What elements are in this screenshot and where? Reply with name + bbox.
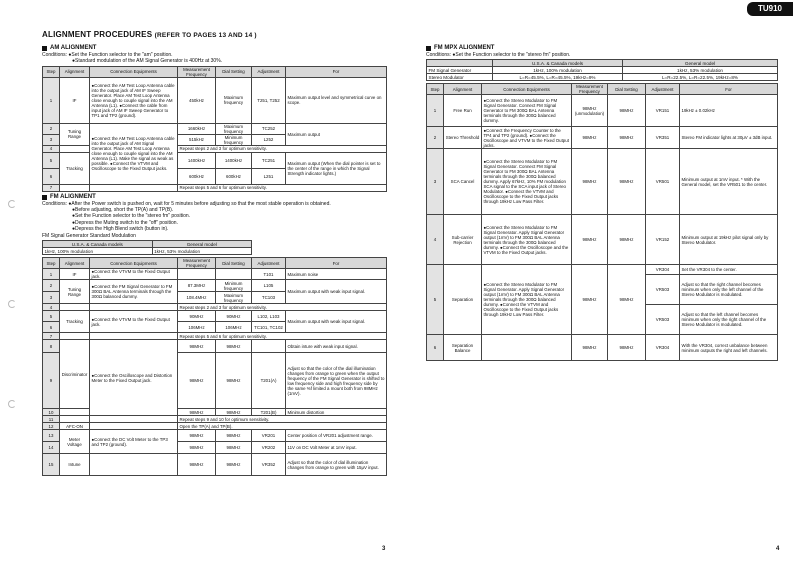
fm-condition: ●Set the Function selector to the "stereo fm" position. [72, 213, 191, 220]
dial-cell: 98MHz [216, 353, 252, 409]
step-cell: 9 [43, 353, 60, 409]
for-cell: 19kHz ± 0.02kHz [680, 95, 778, 127]
connection-cell: ●Connect the AM Test Loop Antenna cable into the output jack of AM Signal Generator. Place AM Test Loop Antenna close enough to couple signal into the AM Antenna (L1). Make the signal as weak as possible. ●Connect the VTVM and Oscilloscope to the Fixed Output jacks. [90, 123, 178, 184]
step-cell: 1 [43, 269, 60, 280]
for-cell: Minimum output at 19kHz pilot signal only by Stereo Modulator. [680, 215, 778, 265]
step-cell: 7 [43, 333, 60, 340]
frequency-cell: 515kHz [178, 134, 216, 145]
for-cell: Set the VR304 to the center. [680, 265, 778, 275]
step-cell: 6 [427, 335, 444, 361]
mpx-heading: FM MPX ALIGNMENT [434, 45, 495, 51]
mpx-section-heading [426, 45, 778, 52]
fm-condition: ●Before adjusting, short the TP(A) and TP(B). [72, 207, 174, 213]
fm-heading: FM ALIGNMENT [50, 193, 96, 200]
am-alignment-table [42, 66, 387, 192]
for-cell: Maximum output level and symmetrical curve on scope. [286, 77, 387, 123]
step-cell: 1 [43, 77, 60, 123]
alignment-cell: Tuning Range [60, 280, 90, 304]
repeat-note: Open the TP(A) and TP(B). [178, 423, 387, 430]
table-row [427, 215, 778, 265]
col-header: Alignment [444, 84, 482, 95]
alignment-cell: Tracking [60, 152, 90, 184]
adjustment-cell: L102, L103 [252, 311, 286, 322]
adjustment-cell: VR304 [646, 335, 680, 361]
am-section-heading [42, 45, 387, 52]
row-label: FM Signal Generator [427, 67, 493, 74]
col-header: Adjustment [646, 84, 680, 95]
col-header: Adjustment [252, 66, 286, 77]
table-row [43, 454, 387, 476]
dial-cell: 98MHz [216, 340, 252, 353]
empty-cell [216, 269, 252, 280]
empty-cell [90, 454, 178, 476]
table-row [427, 95, 778, 127]
step-cell: 6 [43, 168, 60, 184]
alignment-cell: Sub-carrier Rejection [444, 215, 482, 265]
table-row [43, 123, 387, 134]
dial-cell: 600kHz [216, 168, 252, 184]
step-cell: 6 [43, 322, 60, 333]
for-cell: Adjust so that the color of the dial illumination changes from orange to green when the output frequency of the FM Signal Generator is shifted to low frequency side and high frequency side by the same %f limited a mount both from 98MHz (1mV). [286, 353, 387, 409]
fm-condition: ●Depress the Muting switch to the "off" position. [72, 219, 178, 226]
am-heading: AM ALIGNMENT [50, 45, 97, 51]
step-cell: 15 [43, 454, 60, 476]
col-header: For [680, 84, 778, 95]
dial-cell: 98MHz [608, 335, 646, 361]
frequency-cell: 98MHz [178, 353, 216, 409]
dial-cell: 98MHz [608, 95, 646, 127]
alignment-cell: IF [60, 269, 90, 280]
fm-alignment-table [42, 257, 387, 476]
dial-cell: 98MHz [608, 265, 646, 335]
table-row [427, 149, 778, 215]
dial-cell: 98MHz [216, 409, 252, 416]
alignment-cell: Meter Voltage [60, 430, 90, 454]
adjustment-cell: VR304 [646, 265, 680, 275]
bullet-square-icon [42, 195, 47, 200]
col-header: Measurement Frequency [178, 66, 216, 77]
table-row [43, 311, 387, 322]
table-header [427, 84, 778, 95]
col-header: Adjustment [252, 258, 286, 269]
repeat-note: Repeat steps 9 and 10 for optimum sensitivity. [178, 416, 387, 423]
am-condition: ●Standard modulation of the AM Signal Generator is 400Hz at 30%. [72, 58, 223, 65]
col-header: Connection Equipments [90, 66, 178, 77]
right-column [426, 44, 778, 361]
col-header: Dial Setting [608, 84, 646, 95]
for-cell: Adjust so that the color of dial illumination changes from orange to green with 15μV input. [286, 454, 387, 476]
table-row [427, 335, 778, 361]
fm-condition: ●Depress the High Blend switch (button in). [72, 226, 169, 233]
mpx-standard-modulation-table [426, 59, 778, 81]
col-header: For [286, 66, 387, 77]
bullet-square-icon [426, 46, 431, 51]
alignment-cell: Separation Balance [444, 335, 482, 361]
dial-cell: 98MHz [608, 215, 646, 265]
step-cell: 3 [43, 292, 60, 304]
col-header: Measurement Frequency [572, 84, 608, 95]
frequency-cell: 98MHz [572, 335, 608, 361]
empty-cell [252, 340, 286, 353]
adjustment-cell: TC103 [252, 292, 286, 304]
frequency-cell: 98MHz [178, 442, 216, 454]
col-header: Dial Setting [216, 66, 252, 77]
for-cell: Maximum output with weak input signal. [286, 311, 387, 333]
frequency-cell: 1660kHz [178, 123, 216, 134]
mpx-alignment-table [426, 83, 778, 361]
step-cell: 7 [43, 184, 60, 191]
empty-cell [60, 304, 90, 311]
dial-cell: 98MHz [216, 442, 252, 454]
connection-cell: ●Connect the DC Volt Meter to the TP3 and TP2 (ground). [90, 430, 178, 454]
adjustment-cell: VR352 [252, 454, 286, 476]
adjustment-cell: VR503 [646, 275, 680, 305]
adjustment-cell: T201(B) [252, 409, 286, 416]
dial-cell: Maximum frequency [216, 77, 252, 123]
step-cell: 13 [43, 430, 60, 442]
alignment-cell: Discriminator [60, 340, 90, 409]
dial-cell: 98MHz [608, 127, 646, 149]
dial-cell: 1400kHz [216, 152, 252, 168]
col-header: Connection Equipments [90, 258, 178, 269]
table-row [43, 184, 387, 191]
step-cell: 14 [43, 442, 60, 454]
connection-cell: ●Connect the Stereo Modulator to FM Signal Generator. Apply Signal Generator output (1mV) to FM 300Ω BAL Antenna terminals through the 300Ω balanced dummy. ●Connect the Oscilloscope and the VTVM to the Fixed Output jacks. [482, 215, 572, 265]
title-ref: (REFER TO PAGES 13 AND 14 ) [154, 32, 257, 39]
fm-std-title: FM Signal Generator Standard Modulation [42, 232, 136, 239]
empty-cell [482, 335, 572, 361]
adjustment-cell: L251 [252, 168, 286, 184]
empty-cell [178, 269, 216, 280]
step-cell: 3 [43, 134, 60, 145]
col-header: For [286, 258, 387, 269]
col-header: Step [427, 84, 444, 95]
dial-cell: Minimum frequency [216, 134, 252, 145]
adjustment-cell: VR351 [646, 127, 680, 149]
adjustment-cell: TC101, TC102 [252, 322, 286, 333]
for-cell: Minimum output at 1mV input. * With the General model, set the VR501 to the center. [680, 149, 778, 215]
table-row [43, 416, 387, 423]
empty-cell [60, 409, 90, 416]
frequency-cell: 98MHz [178, 409, 216, 416]
for-cell: Minimum distortion [286, 409, 387, 416]
col-header: Connection Equipments [482, 84, 572, 95]
punch-hole-icon [8, 300, 16, 308]
alignment-cell: SCA Cancel [444, 149, 482, 215]
connection-cell: ●Connect the VTVM to the Fixed Output jack. [90, 311, 178, 333]
step-cell: 12 [43, 423, 60, 430]
row-label: Stereo Modulator [427, 74, 493, 81]
adjustment-cell: T201(A) [252, 353, 286, 409]
title-text: ALIGNMENT PROCEDURES [42, 30, 153, 39]
empty-cell [60, 145, 90, 152]
alignment-cell: IF [60, 77, 90, 123]
table-row [43, 430, 387, 442]
std-value: L=R=45.5%, L=R=45.5%, 19kHz=9% [493, 74, 623, 81]
left-column [42, 44, 387, 476]
alignment-cell: Free Run [444, 95, 482, 127]
dial-cell: Minimum frequency [216, 280, 252, 292]
for-cell: Center position of VR201 adjustment range. [286, 430, 387, 442]
adjustment-cell: L105 [252, 280, 286, 292]
frequency-cell: 98MHz [572, 149, 608, 215]
frequency-cell: 98MHz [572, 215, 608, 265]
for-cell: Adjust so that the right channel becomes minimum when only the left channel of the Stereo Modulator is modulated. [680, 275, 778, 305]
punch-hole-icon [8, 200, 16, 208]
table-row [43, 333, 387, 340]
connection-cell: ●Connect the Stereo Modulator to FM Signal Generator. Connect FM Signal Generator to FM 300Ω BAL Antenna terminals through the 300Ω balanced dummy. [482, 95, 572, 127]
frequency-cell: 98MHz [572, 265, 608, 335]
adjustment-cell: TC251 [252, 152, 286, 168]
connection-cell: ●Connect the FM Signal Generator to FM 300Ω BAL Antenna terminals through the 300Ω balanced dummy. [90, 280, 178, 304]
am-condition: Conditions: ●Set the Function selector to the "am" position. [42, 51, 173, 58]
frequency-cell: 90MHz [178, 311, 216, 322]
std-value: 1kHz, 53% modulation [623, 67, 778, 74]
dial-cell: 106MHz [216, 322, 252, 333]
col-header: Alignment [60, 66, 90, 77]
adjustment-cell: TC252 [252, 123, 286, 134]
dial-cell: 98MHz [216, 454, 252, 476]
adjustment-cell: VR201 [252, 430, 286, 442]
repeat-note: Repeat steps 5 and 6 for optimum sensitivity. [178, 333, 387, 340]
connection-cell: ●Connect the Frequency Counter to the TP4 and TP2 (ground). ●Connect the Oscilloscope and VTVM to the Fixed Output jacks. [482, 127, 572, 149]
step-cell: 4 [427, 215, 444, 265]
adjustment-cell: L252 [252, 134, 286, 145]
step-cell: 8 [43, 340, 60, 353]
col-header: General model [623, 60, 778, 67]
frequency-cell: 98MHz [178, 430, 216, 442]
bullet-square-icon [42, 46, 47, 51]
frequency-cell: 98MHz [572, 127, 608, 149]
adjustment-cell: VR501 [646, 149, 680, 215]
dial-cell: 98MHz [216, 430, 252, 442]
empty-cell [90, 333, 178, 340]
table-row [43, 77, 387, 123]
frequency-cell: 98MHz [178, 454, 216, 476]
col-header: General model [152, 241, 251, 248]
table-header [43, 66, 387, 77]
empty-cell [90, 416, 178, 423]
table-header [43, 258, 387, 269]
col-header: U.S.A. & Canada models [493, 60, 623, 67]
table-row [427, 127, 778, 149]
alignment-cell: Separation [444, 265, 482, 335]
step-cell: 4 [43, 145, 60, 152]
repeat-note: Repeat steps 2 and 3 for optimum sensitivity. [178, 145, 387, 152]
frequency-cell: 87.3MHz [178, 280, 216, 292]
empty-cell [90, 423, 178, 430]
page-number: 4 [776, 546, 780, 552]
for-cell: Maximum output [286, 123, 387, 145]
step-cell: 2 [427, 127, 444, 149]
step-cell: 5 [427, 265, 444, 335]
alignment-cell: Stereo Threshold [444, 127, 482, 149]
alignment-cell: Tracking [60, 311, 90, 333]
connection-cell: ●Connect the AM Test Loop Antenna cable into the output jack of AM IF Sweep Generator. Place AM Test Loop Antenna close enough to couple signal into the AM Antenna (L1). ●Connect the cable from input jack of AM IF Sweep Generator to TP1 and TP2 (ground). [90, 77, 178, 123]
mpx-condition: Conditions: ●Set the Function selector to the "stereo fm" position. [426, 51, 571, 58]
frequency-cell: 450kHz [178, 77, 216, 123]
fm-standard-modulation-table [42, 240, 252, 255]
step-cell: 2 [43, 280, 60, 292]
table-row [43, 269, 387, 280]
adjustment-cell: T251, T252 [252, 77, 286, 123]
step-cell: 4 [43, 304, 60, 311]
page-number: 3 [382, 546, 386, 552]
table-row [43, 340, 387, 353]
for-cell: 11V on DC Volt Meter at 1mV input. [286, 442, 387, 454]
frequency-cell: 108.4MHz [178, 292, 216, 304]
connection-cell: ●Connect the Stereo Modulator to FM Signal Generator. Apply Signal Generator output (1mV) to FM 300Ω BAL Antenna terminals through the 300Ω balanced dummy. ●Connect the VTVM and Oscilloscope to the Fixed Output jacks through 19kHz Low Pass Filter. [482, 265, 572, 335]
frequency-cell: 1400kHz [178, 152, 216, 168]
frequency-cell: 98MHz [178, 340, 216, 353]
col-header: Dial Setting [216, 258, 252, 269]
connection-cell: ●Connect the VTVM to the Fixed Output jack. [90, 269, 178, 280]
adjustment-cell: VR152 [646, 215, 680, 265]
model-tab: TU910 [747, 2, 793, 16]
empty-cell [60, 184, 90, 191]
adjustment-cell: VR503 [646, 305, 680, 335]
col-header: Measurement Frequency [178, 258, 216, 269]
page-title [42, 30, 257, 39]
table-row [427, 265, 778, 275]
step-cell: 2 [43, 123, 60, 134]
col-header: Step [43, 66, 60, 77]
fm-condition: Conditions: ●After the Power switch is pushed on, wait for 5 minutes before adjusting so that the most stable operation is obtained. [42, 200, 331, 207]
for-cell: With the VR304, correct unbalance between minimum outputs the right and left channels. [680, 335, 778, 361]
dial-cell: Maximum frequency [216, 123, 252, 134]
step-cell: 1 [427, 95, 444, 127]
col-header: Step [43, 258, 60, 269]
connection-cell: ●Connect the Stereo Modulator to FM Signal Generator. Connect FM Signal Generator to FM 300Ω BAL Antenna terminals through the 300Ω balanced dummy. Apply 67kHz, 10% FM modulation SCA signal to the SCA input jack of Stereo Modulator. ●Connect the VTVM and Oscilloscope to the Fixed Output jacks through 19kHz Low Pass Filter. [482, 149, 572, 215]
for-cell: Stereo FM indicator lights at 30μV ± 3dB input. [680, 127, 778, 149]
std-value: L=R=22.5%, L=R=22.5%, 19kHz=8% [623, 74, 778, 81]
table-row [43, 423, 387, 430]
dial-cell: 98MHz [608, 149, 646, 215]
col-header: U.S.A. & Canada models [43, 241, 153, 248]
for-cell: Obtain inture with weak input signal. [286, 340, 387, 353]
punch-hole-icon [8, 400, 16, 408]
dial-cell: 90MHz [216, 311, 252, 322]
repeat-note: Repeat steps 2 and 3 for optimum sensitivity. [178, 304, 387, 311]
step-cell: 5 [43, 311, 60, 322]
col-header: Alignment [60, 258, 90, 269]
alignment-cell: Intune [60, 454, 90, 476]
for-cell: Maximum noise [286, 269, 387, 280]
dial-cell: Maximum frequency [216, 292, 252, 304]
frequency-cell: 98MHz (unmodulation) [572, 95, 608, 127]
empty-cell [60, 416, 90, 423]
connection-cell: ●Connect the Oscilloscope and Distortion Meter to the Fixed Output jack. [90, 340, 178, 416]
std-value: 1kHz, 100% modulation [43, 248, 153, 255]
step-cell: 3 [427, 149, 444, 215]
empty-header [427, 60, 493, 67]
frequency-cell: 106MHz [178, 322, 216, 333]
empty-cell [90, 304, 178, 311]
adjustment-cell: VR202 [252, 442, 286, 454]
for-cell: Maximum output with weak input signal. [286, 280, 387, 304]
fm-section-heading [42, 194, 387, 201]
std-value: 1kHz, 53% modulation [152, 248, 251, 255]
for-cell: Maximum output (When the dial pointer is set to the center of the range in which the Signal Strength indicator lights.) [286, 152, 387, 184]
step-cell: 10 [43, 409, 60, 416]
step-cell: 11 [43, 416, 60, 423]
adjustment-cell: T101 [252, 269, 286, 280]
empty-cell [90, 184, 178, 191]
empty-cell [60, 333, 90, 340]
std-value: 1kHz, 100% modulation [493, 67, 623, 74]
table-row [43, 280, 387, 292]
frequency-cell: 600kHz [178, 168, 216, 184]
alignment-cell: AFC-ON [60, 423, 90, 430]
alignment-cell: Tuning Range [60, 123, 90, 145]
adjustment-cell: VR151 [646, 95, 680, 127]
repeat-note: Repeat steps 5 and 6 for optimum sensitivity. [178, 184, 387, 191]
step-cell: 5 [43, 152, 60, 168]
table-row [43, 304, 387, 311]
for-cell: Adjust so that the left channel becomes minimum when only the right channel of the Stereo Modulator is modulated. [680, 305, 778, 335]
